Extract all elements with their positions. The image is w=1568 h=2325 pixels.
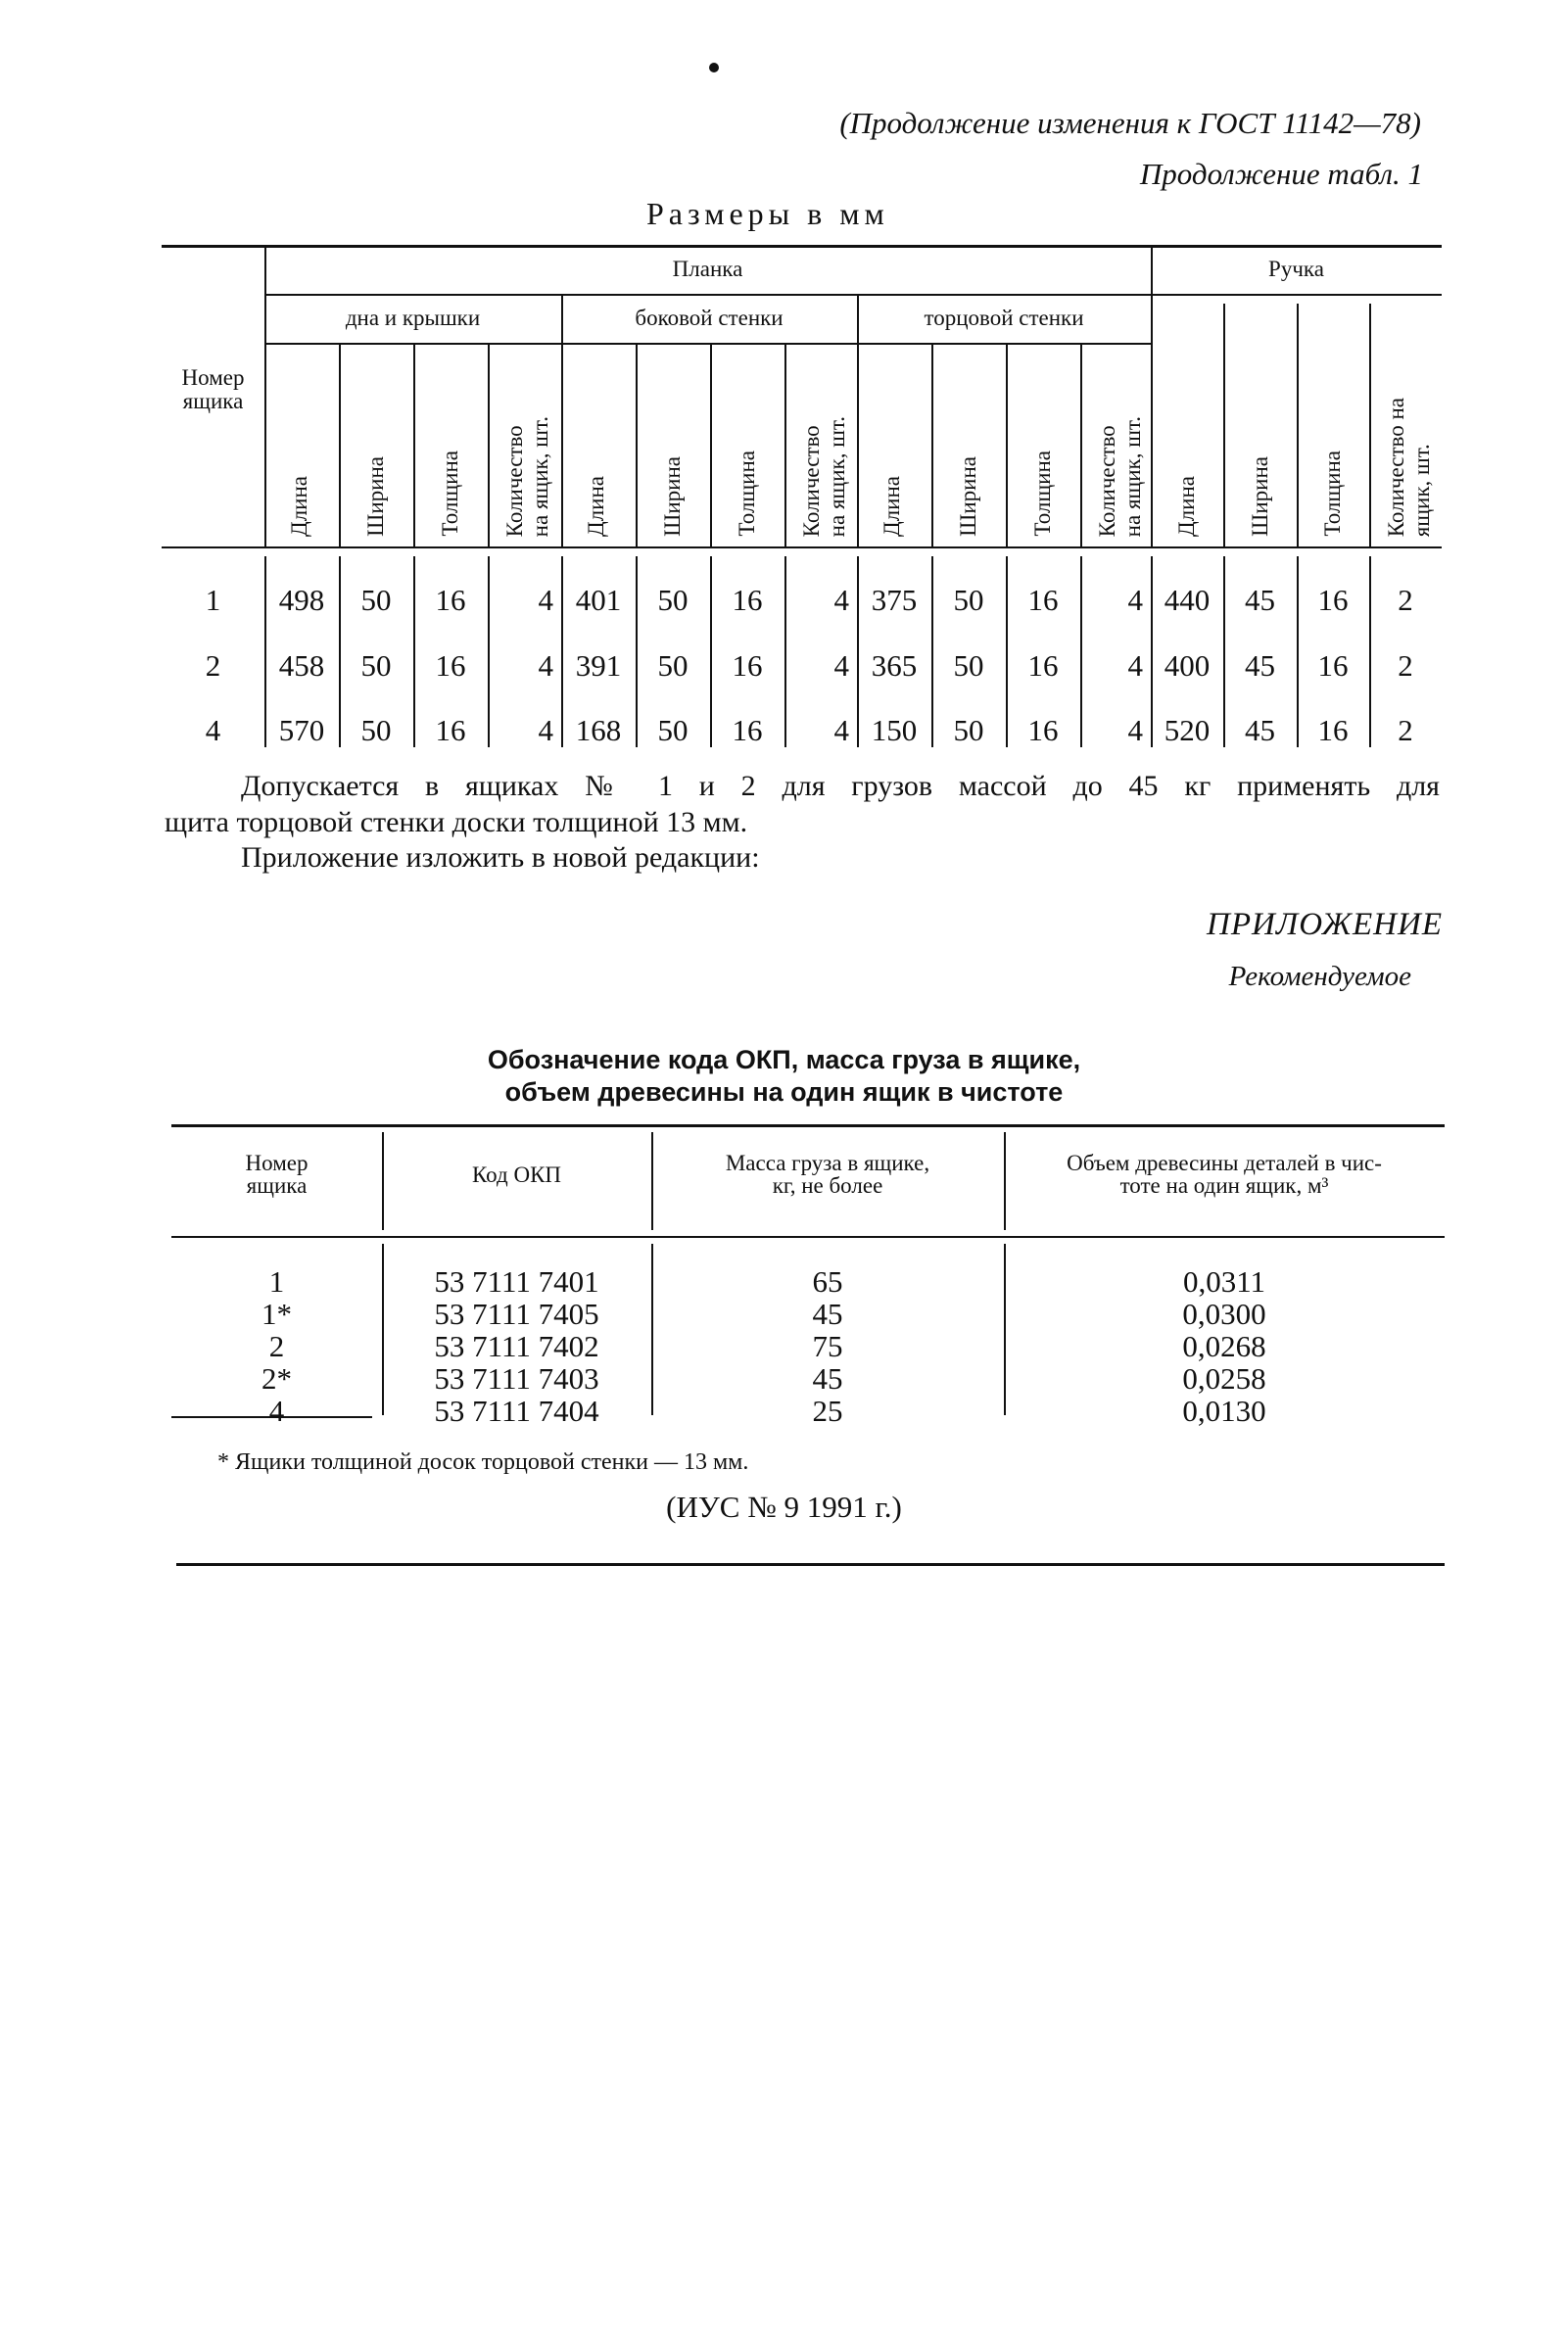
table-cell: 50 bbox=[953, 648, 984, 683]
table-cell: 440 bbox=[1164, 583, 1211, 617]
planka-header: Планка bbox=[672, 257, 743, 281]
row-volume: 0,0300 bbox=[1182, 1297, 1266, 1331]
amendment-continuation: (Продолжение изменения к ГОСТ 11142—78) bbox=[839, 106, 1421, 140]
table2-top-rule bbox=[171, 1124, 1445, 1127]
table2-header-code: Код ОКП bbox=[471, 1162, 562, 1187]
table-cell: 45 bbox=[1245, 713, 1275, 747]
row-okp-code: 53 7111 7403 bbox=[434, 1361, 599, 1396]
group-bottom-lid: дна и крышки bbox=[345, 306, 481, 330]
table-cell: 16 bbox=[732, 648, 763, 683]
sub-length: Длина bbox=[1174, 476, 1199, 537]
table-cell: 50 bbox=[657, 713, 689, 747]
table-cell: 16 bbox=[435, 648, 466, 683]
table-cell: 4 bbox=[538, 583, 553, 617]
table-cell: 50 bbox=[360, 713, 392, 747]
row-mass: 45 bbox=[812, 1361, 843, 1396]
table-cell: 16 bbox=[1027, 713, 1059, 747]
sub-thickness: Толщина bbox=[438, 451, 462, 537]
table-cell: 4 bbox=[538, 648, 553, 683]
table-cell: 401 bbox=[575, 583, 622, 617]
table2-footnote: * Ящики толщиной досок торцовой стенки — 13 мм. bbox=[217, 1449, 749, 1475]
col-box-number-header: Номер ящика bbox=[181, 365, 245, 413]
table-cell: 16 bbox=[1027, 648, 1059, 683]
appendix-subtitle: Рекомендуемое bbox=[1228, 961, 1411, 992]
ruchka-header: Ручка bbox=[1268, 257, 1324, 281]
row-box: 4 bbox=[268, 1394, 285, 1428]
table-cell: 50 bbox=[657, 583, 689, 617]
table2-header-rule bbox=[171, 1236, 1445, 1238]
paragraph-allowance-line1: Допускается в ящиках № 1 и 2 для грузов массой до 45 кг применять для bbox=[241, 770, 1440, 802]
sub-length: Длина bbox=[584, 476, 608, 537]
table2-col-mass bbox=[651, 1265, 1004, 1427]
row-mass: 75 bbox=[812, 1329, 843, 1363]
sub-thickness: Толщина bbox=[1320, 451, 1345, 537]
table-cell: 2 bbox=[1398, 583, 1413, 617]
table-cell: 4 bbox=[833, 583, 849, 617]
table-cell: 168 bbox=[575, 713, 622, 747]
page-mark-dot bbox=[709, 63, 719, 72]
row-box-number: 4 bbox=[205, 713, 221, 747]
row-box-number: 1 bbox=[205, 583, 221, 617]
row-box: 1 bbox=[268, 1264, 285, 1299]
table2-col-box bbox=[171, 1265, 382, 1427]
sub-quantity: Количество на ящик, шт. bbox=[1384, 397, 1434, 537]
table-cell: 2 bbox=[1398, 713, 1413, 747]
table-cell: 50 bbox=[953, 583, 984, 617]
row-mass: 25 bbox=[812, 1394, 843, 1428]
table-cell: 16 bbox=[732, 583, 763, 617]
header-bottom-rule bbox=[162, 546, 1442, 548]
sub-length: Длина bbox=[287, 476, 311, 537]
table-cell: 50 bbox=[657, 648, 689, 683]
row-box: 1* bbox=[261, 1297, 292, 1331]
table-cell: 50 bbox=[360, 583, 392, 617]
row-box: 2 bbox=[268, 1329, 285, 1363]
table-cell: 16 bbox=[435, 583, 466, 617]
units-caption: Размеры в мм bbox=[646, 196, 889, 231]
row-volume: 0,0311 bbox=[1182, 1264, 1266, 1299]
table-cell: 570 bbox=[278, 713, 325, 747]
source-reference: (ИУС № 9 1991 г.) bbox=[666, 1490, 902, 1524]
table-top-rule bbox=[162, 245, 1442, 248]
table-cell: 2 bbox=[1398, 648, 1413, 683]
table-cell: 375 bbox=[871, 583, 918, 617]
table-cell: 4 bbox=[833, 648, 849, 683]
row-volume: 0,0130 bbox=[1182, 1394, 1266, 1428]
sub-width: Ширина bbox=[660, 456, 685, 537]
table2-header-mass: Масса груза в ящике, кг, не более bbox=[725, 1151, 930, 1198]
appendix-title: ПРИЛОЖЕНИЕ bbox=[1207, 907, 1443, 942]
table-cell: 16 bbox=[1317, 713, 1349, 747]
table-cell: 16 bbox=[1317, 583, 1349, 617]
table2-header-box: Номер ящика bbox=[245, 1151, 309, 1198]
row-mass: 65 bbox=[812, 1264, 843, 1299]
table-cell: 391 bbox=[575, 648, 622, 683]
sub-width: Ширина bbox=[956, 456, 980, 537]
sub-thickness: Толщина bbox=[1030, 451, 1055, 537]
row-okp-code: 53 7111 7402 bbox=[434, 1329, 599, 1363]
table2-heading-line1: Обозначение кода ОКП, масса груза в ящике, bbox=[487, 1045, 1081, 1074]
page-bottom-rule bbox=[176, 1563, 1445, 1566]
group-end-wall: торцовой стенки bbox=[924, 306, 1084, 330]
sub-quantity: Количество на ящик, шт. bbox=[799, 415, 849, 537]
sub-thickness: Толщина bbox=[735, 451, 759, 537]
sub-length: Длина bbox=[879, 476, 904, 537]
paragraph-appendix-note: Приложение изложить в новой редакции: bbox=[241, 841, 760, 874]
table-cell: 16 bbox=[435, 713, 466, 747]
sub-width: Ширина bbox=[1248, 456, 1272, 537]
table-cell: 50 bbox=[953, 713, 984, 747]
table-cell: 365 bbox=[871, 648, 918, 683]
table2-col-code bbox=[382, 1265, 651, 1427]
table-cell: 498 bbox=[278, 583, 325, 617]
table-cell: 45 bbox=[1245, 583, 1275, 617]
row-okp-code: 53 7111 7404 bbox=[434, 1394, 599, 1428]
table-cell: 400 bbox=[1164, 648, 1211, 683]
sub-width: Ширина bbox=[363, 456, 388, 537]
table2-col-volume bbox=[1004, 1265, 1445, 1427]
row-volume: 0,0268 bbox=[1182, 1329, 1266, 1363]
table-cell: 458 bbox=[278, 648, 325, 683]
row-volume: 0,0258 bbox=[1182, 1361, 1266, 1396]
row-okp-code: 53 7111 7401 bbox=[434, 1264, 599, 1299]
table-cell: 16 bbox=[1317, 648, 1349, 683]
row-mass: 45 bbox=[812, 1297, 843, 1331]
row-box: 2* bbox=[261, 1361, 292, 1396]
table2-header-volume: Объем древесины деталей в чис- тоте на один ящик, м³ bbox=[1067, 1151, 1382, 1198]
table2-heading-line2: объем древесины на один ящик в чистоте bbox=[504, 1077, 1064, 1107]
table-cell: 150 bbox=[871, 713, 918, 747]
row-okp-code: 53 7111 7405 bbox=[434, 1297, 599, 1331]
table-cell: 4 bbox=[833, 713, 849, 747]
group-side-wall: боковой стенки bbox=[635, 306, 784, 330]
table-cell: 4 bbox=[1127, 713, 1143, 747]
table-continuation: Продолжение табл. 1 bbox=[1139, 157, 1423, 191]
table-cell: 4 bbox=[1127, 583, 1143, 617]
table-cell: 50 bbox=[360, 648, 392, 683]
table-cell: 520 bbox=[1164, 713, 1211, 747]
table-cell: 4 bbox=[1127, 648, 1143, 683]
table-cell: 16 bbox=[1027, 583, 1059, 617]
table-cell: 16 bbox=[732, 713, 763, 747]
sub-quantity: Количество на ящик, шт. bbox=[502, 415, 552, 537]
row-box-number: 2 bbox=[205, 648, 221, 683]
sub-quantity: Количество на ящик, шт. bbox=[1095, 415, 1145, 537]
table-cell: 4 bbox=[538, 713, 553, 747]
table-cell: 45 bbox=[1245, 648, 1275, 683]
paragraph-allowance-line2: щита торцовой стенки доски толщиной 13 мм. bbox=[165, 806, 748, 838]
